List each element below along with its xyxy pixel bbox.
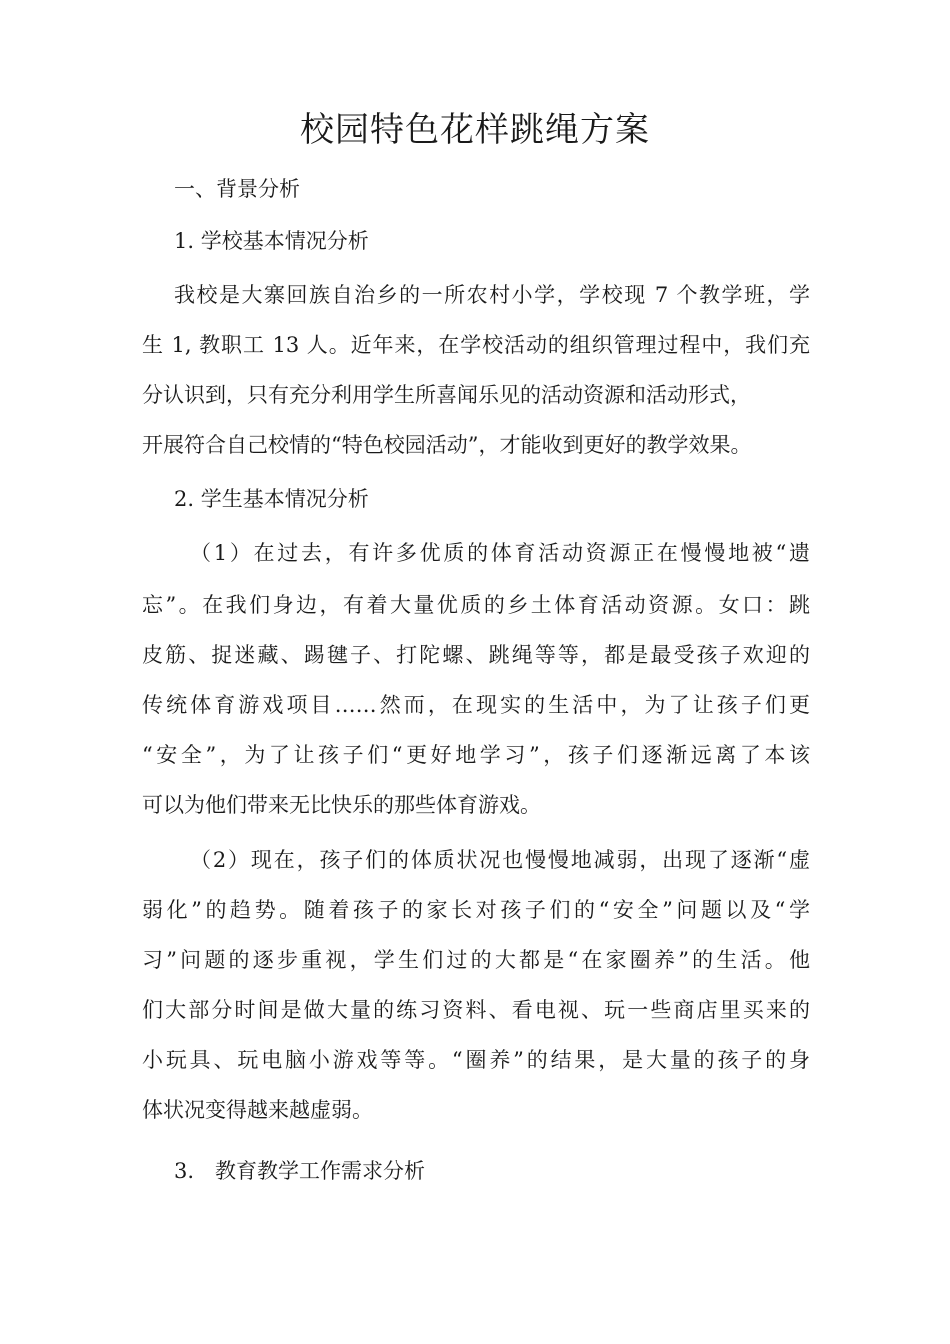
paragraph-line: 习”问题的逐步重视，学生们过的大都是“在家圈养”的生活。他: [142, 948, 810, 972]
subsection-heading-teaching: 3. 教育教学工作需求分析: [174, 1159, 426, 1183]
paragraph-line: 弱化”的趋势。随着孩子的家长对孩子们的“安全”问题以及“学: [142, 898, 810, 922]
paragraph-line: 生 1, 教职工 13 人。近年来，在学校活动的组织管理过程中，我们充: [142, 333, 810, 357]
paragraph-line: 可以为他们带来无比快乐的那些体育游戏。: [142, 793, 541, 817]
paragraph-line: 体状况变得越来越虚弱。: [142, 1098, 373, 1122]
paragraph-line: 们大部分时间是做大量的练习资料、看电视、玩一些商店里买来的: [142, 998, 810, 1022]
subsection-heading-students: 2. 学生基本情况分析: [174, 487, 369, 511]
paragraph-line: 我校是大寨回族自治乡的一所农村小学，学校现 7 个教学班，学: [174, 283, 810, 307]
paragraph-line: 忘”。在我们身边，有着大量优质的乡土体育活动资源。女口：跳: [142, 593, 810, 617]
paragraph-line: “安全”，为了让孩子们“更好地学习”，孩子们逐渐远离了本该: [142, 743, 810, 767]
paragraph-line: 小玩具、玩电脑小游戏等等。“圈养”的结果，是大量的孩子的身: [142, 1048, 810, 1072]
paragraph-line: 皮筋、捉迷藏、踢毽子、打陀螺、跳绳等等，都是最受孩子欢迎的: [142, 643, 810, 667]
paragraph-line: （2）现在，孩子们的体质状况也慢慢地减弱，出现了逐渐“虚: [190, 848, 810, 872]
paragraph-line: 传统体育游戏项目……然而，在现实的生活中，为了让孩子们更: [142, 693, 810, 717]
subsection-heading-school: 1. 学校基本情况分析: [174, 229, 369, 253]
paragraph-line: （1）在过去，有许多优质的体育活动资源正在慢慢地被“遗: [190, 541, 810, 565]
section-heading-background: 一、背景分析: [174, 177, 300, 201]
document-title: 校园特色花样跳绳方案: [300, 110, 650, 150]
paragraph-line: 分认识到，只有充分利用学生所喜闻乐见的活动资源和活动形式，: [142, 383, 751, 407]
paragraph-line: 开展符合自己校情的“特色校园活动”，才能收到更好的教学效果。: [142, 433, 752, 457]
